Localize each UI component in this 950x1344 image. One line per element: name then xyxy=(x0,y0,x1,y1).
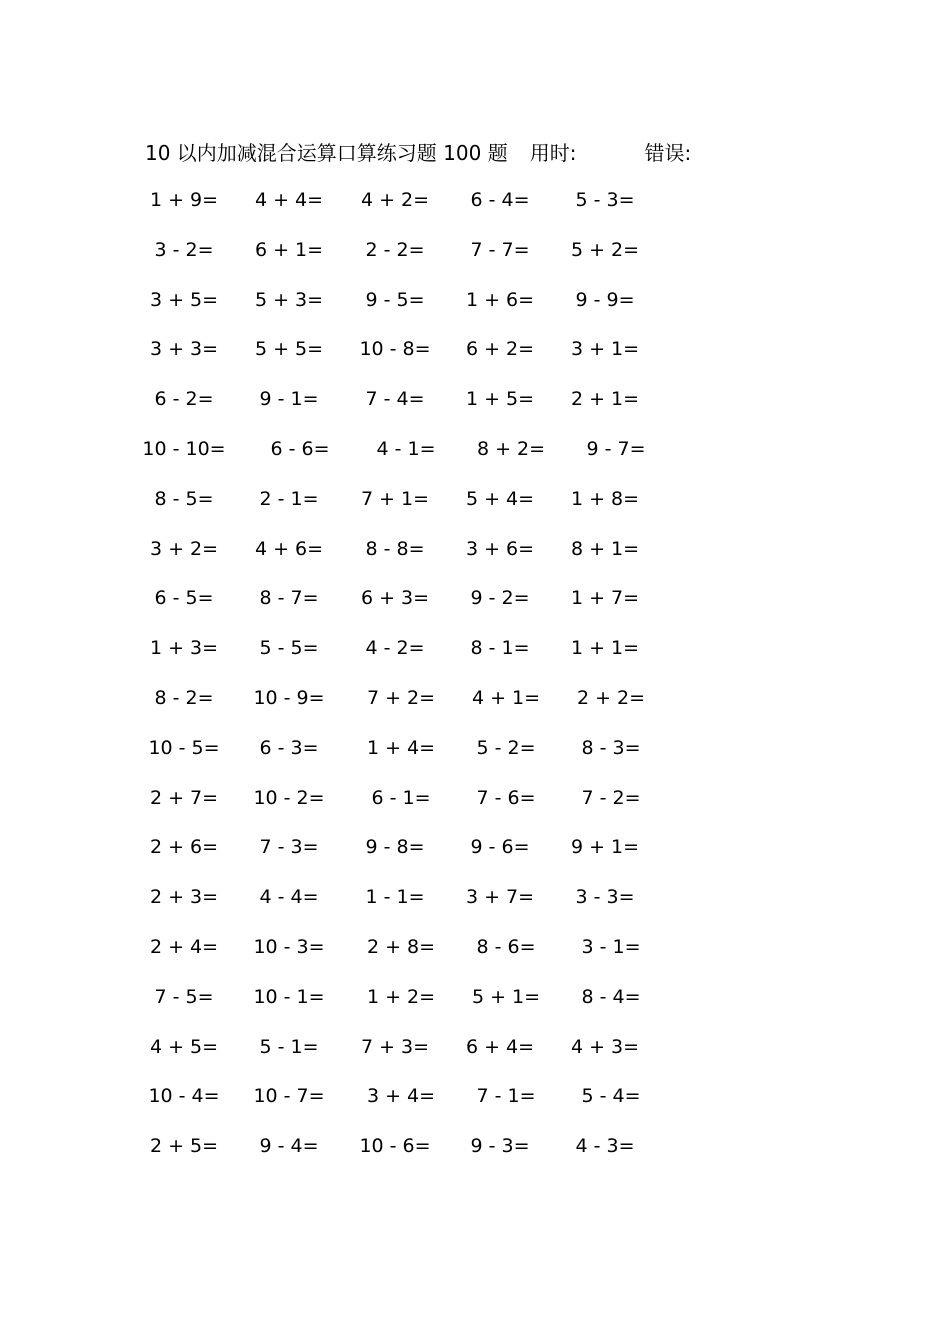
problem-item: 6 - 1= xyxy=(371,787,431,809)
problem-item: 7 + 3= xyxy=(360,1036,430,1058)
problem-item: 4 + 5= xyxy=(149,1036,219,1058)
problem-item: 8 + 2= xyxy=(476,438,546,460)
problem-item: 2 + 5= xyxy=(149,1135,219,1157)
problem-item: 5 - 2= xyxy=(476,737,536,759)
problem-item: 8 + 1= xyxy=(570,538,640,560)
problem-item: 1 + 5= xyxy=(465,388,535,410)
problem-item: 1 + 9= xyxy=(149,189,219,211)
problem-item: 8 - 1= xyxy=(470,637,530,659)
problem-item: 1 + 7= xyxy=(570,587,640,609)
problem-item: 5 - 1= xyxy=(259,1036,319,1058)
problem-item: 2 + 6= xyxy=(149,836,219,858)
problem-item: 6 + 1= xyxy=(254,239,324,261)
problem-item: 4 + 3= xyxy=(570,1036,640,1058)
problem-item: 4 - 2= xyxy=(365,637,425,659)
problem-item: 8 - 6= xyxy=(476,936,536,958)
problem-item: 6 + 2= xyxy=(465,338,535,360)
problem-item: 1 + 6= xyxy=(465,289,535,311)
problem-item: 7 - 5= xyxy=(154,986,214,1008)
problem-item: 8 - 2= xyxy=(154,687,214,709)
problem-item: 3 + 1= xyxy=(570,338,640,360)
problem-item: 8 - 7= xyxy=(259,587,319,609)
problem-item: 6 - 4= xyxy=(470,189,530,211)
problem-item: 5 + 2= xyxy=(570,239,640,261)
problem-item: 6 - 6= xyxy=(270,438,330,460)
problem-item: 2 + 2= xyxy=(576,687,646,709)
problem-item: 3 + 7= xyxy=(465,886,535,908)
problem-item: 10 - 5= xyxy=(148,737,220,759)
problem-item: 7 + 2= xyxy=(366,687,436,709)
problem-item: 3 - 1= xyxy=(581,936,641,958)
problem-item: 3 + 5= xyxy=(149,289,219,311)
problem-item: 2 - 1= xyxy=(259,488,319,510)
problem-item: 9 - 3= xyxy=(470,1135,530,1157)
problem-item: 8 - 4= xyxy=(581,986,641,1008)
problem-item: 5 + 4= xyxy=(465,488,535,510)
problem-item: 7 + 1= xyxy=(360,488,430,510)
worksheet-title: 10 以内加减混合运算口算练习题 100 题 xyxy=(145,140,508,165)
problem-item: 3 - 2= xyxy=(154,239,214,261)
problem-item: 4 - 4= xyxy=(259,886,319,908)
problem-item: 10 - 2= xyxy=(253,787,325,809)
problem-item: 9 - 8= xyxy=(365,836,425,858)
problem-item: 9 - 6= xyxy=(470,836,530,858)
problem-item: 9 - 7= xyxy=(586,438,646,460)
problem-item: 2 + 3= xyxy=(149,886,219,908)
problem-item: 5 - 3= xyxy=(575,189,635,211)
problem-item: 1 + 4= xyxy=(366,737,436,759)
problem-item: 6 - 3= xyxy=(259,737,319,759)
problem-item: 10 - 10= xyxy=(142,438,226,460)
problem-item: 3 + 4= xyxy=(366,1085,436,1107)
problem-item: 10 - 7= xyxy=(253,1085,325,1107)
problem-item: 6 - 5= xyxy=(154,587,214,609)
problem-item: 2 + 7= xyxy=(149,787,219,809)
error-label: 错误: xyxy=(644,140,692,165)
problem-item: 10 - 9= xyxy=(253,687,325,709)
problem-item: 7 - 7= xyxy=(470,239,530,261)
problem-item: 2 + 8= xyxy=(366,936,436,958)
problem-item: 5 + 5= xyxy=(254,338,324,360)
problem-item: 1 + 1= xyxy=(570,637,640,659)
problem-item: 9 - 1= xyxy=(259,388,319,410)
problem-item: 2 + 4= xyxy=(149,936,219,958)
problem-item: 10 - 1= xyxy=(253,986,325,1008)
problem-item: 4 + 6= xyxy=(254,538,324,560)
problem-item: 2 + 1= xyxy=(570,388,640,410)
problem-item: 6 - 2= xyxy=(154,388,214,410)
problem-item: 3 + 2= xyxy=(149,538,219,560)
time-label: 用时: xyxy=(529,140,577,165)
problem-item: 3 + 3= xyxy=(149,338,219,360)
problem-item: 9 - 4= xyxy=(259,1135,319,1157)
problem-item: 3 - 3= xyxy=(575,886,635,908)
problem-item: 4 + 2= xyxy=(360,189,430,211)
problem-item: 7 - 6= xyxy=(476,787,536,809)
problem-item: 9 - 2= xyxy=(470,587,530,609)
problem-item: 9 - 5= xyxy=(365,289,425,311)
problem-item: 4 - 3= xyxy=(575,1135,635,1157)
problem-item: 8 - 3= xyxy=(581,737,641,759)
problem-item: 4 + 1= xyxy=(471,687,541,709)
problem-item: 3 + 6= xyxy=(465,538,535,560)
problem-item: 9 - 9= xyxy=(575,289,635,311)
problem-item: 7 - 3= xyxy=(259,836,319,858)
problem-item: 1 - 1= xyxy=(365,886,425,908)
problem-item: 5 - 4= xyxy=(581,1085,641,1107)
problem-item: 9 + 1= xyxy=(570,836,640,858)
problem-item: 4 - 1= xyxy=(376,438,436,460)
problem-item: 10 - 3= xyxy=(253,936,325,958)
problem-item: 5 - 5= xyxy=(259,637,319,659)
problem-item: 10 - 6= xyxy=(359,1135,431,1157)
problem-item: 1 + 3= xyxy=(149,637,219,659)
problem-item: 1 + 8= xyxy=(570,488,640,510)
problem-item: 2 - 2= xyxy=(365,239,425,261)
problem-item: 6 + 4= xyxy=(465,1036,535,1058)
problem-item: 5 + 1= xyxy=(471,986,541,1008)
problem-item: 10 - 8= xyxy=(359,338,431,360)
problem-item: 7 - 2= xyxy=(581,787,641,809)
problem-item: 8 - 5= xyxy=(154,488,214,510)
problem-item: 7 - 1= xyxy=(476,1085,536,1107)
problem-item: 4 + 4= xyxy=(254,189,324,211)
problem-item: 5 + 3= xyxy=(254,289,324,311)
problem-item: 6 + 3= xyxy=(360,587,430,609)
problem-item: 7 - 4= xyxy=(365,388,425,410)
problem-item: 10 - 4= xyxy=(148,1085,220,1107)
problem-item: 1 + 2= xyxy=(366,986,436,1008)
problem-item: 8 - 8= xyxy=(365,538,425,560)
